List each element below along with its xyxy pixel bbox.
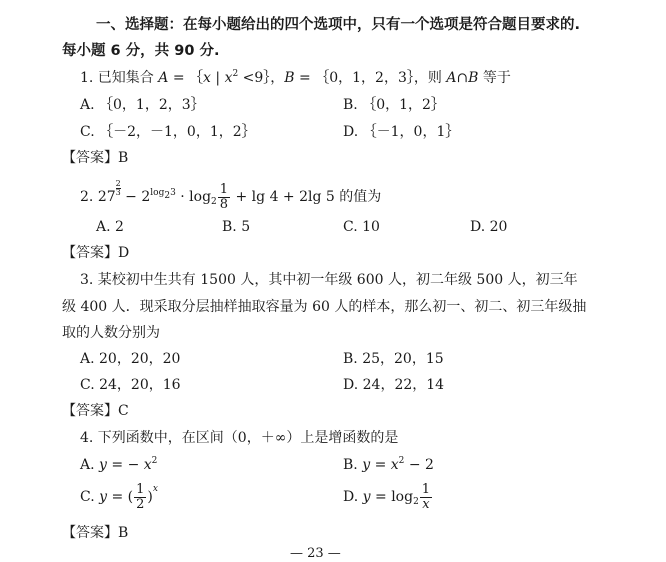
- q3-option-b: B. 25，20，15: [343, 351, 444, 367]
- q1-option-a: A. ｛0，1，2，3｝: [80, 97, 205, 113]
- q2-option-c: C. 10: [343, 219, 380, 235]
- q4-option-c: C. y = ( $\frac{1}{2}$ )$^x$: [80, 481, 158, 512]
- q3-answer: 【答案】C: [62, 403, 129, 419]
- q1-answer: 【答案】B: [62, 150, 129, 166]
- q1-option-b: B. ｛0，1，2｝: [343, 97, 445, 113]
- q2-stem: 2. $27\frac{2}{3}$ − $2^{log_23} \cdot \log_2$ $\frac{1}{8}$ + lg 4 + 2lg 5 的值为: [80, 179, 382, 212]
- section-heading-scoring: 每小题 6 分，共 90 分.: [62, 43, 220, 59]
- q3-stem-line2: 级 400 人．现采取分层抽样抽取容量为 60 人的样本，那么初一、初二、初三年级抽: [62, 299, 587, 315]
- q4-option-b: B. $y = x^2 - 2$: [343, 456, 434, 473]
- q3-option-d: D. 24，22，14: [343, 377, 445, 393]
- q4-option-a: A. y = − $x^2$: [80, 456, 158, 473]
- q3-option-c: C. 24，20，16: [80, 377, 181, 393]
- q1-stem: 1. 已知集合 A = ｛x | $x^2$ <9｝，B = ｛0，1，2，3｝，则 A∩B 等于: [80, 69, 511, 86]
- q2-option-a: A. 2: [96, 219, 124, 235]
- page-number: — 23 —: [290, 546, 341, 561]
- q4-stem: 4. 下列函数中，在区间（0，＋∞）上是增函数的是: [80, 430, 399, 446]
- q2-option-d: D. 20: [470, 219, 508, 235]
- q3-stem-line1: 3. 某校初中生共有 1500 人，其中初一年级 600 人，初二年级 500 人，初三年: [80, 272, 578, 288]
- section-heading: 一、选择题：在每小题给出的四个选项中，只有一个选项是符合题目要求的.: [96, 17, 581, 33]
- q1-option-c: C. ｛－2，－1，0，1，2｝: [80, 124, 256, 140]
- q4-answer: 【答案】B: [62, 525, 129, 541]
- q2-answer: 【答案】D: [62, 245, 130, 261]
- q3-option-a: A. 20，20，20: [80, 351, 181, 367]
- q2-option-b: B. 5: [222, 219, 251, 235]
- q4-option-d: D. $y = \log_2$ $\frac{1}{x}$: [343, 481, 431, 512]
- q1-option-d: D. ｛－1，0，1｝: [343, 124, 460, 140]
- q3-stem-line3: 取的人数分别为: [62, 325, 160, 341]
